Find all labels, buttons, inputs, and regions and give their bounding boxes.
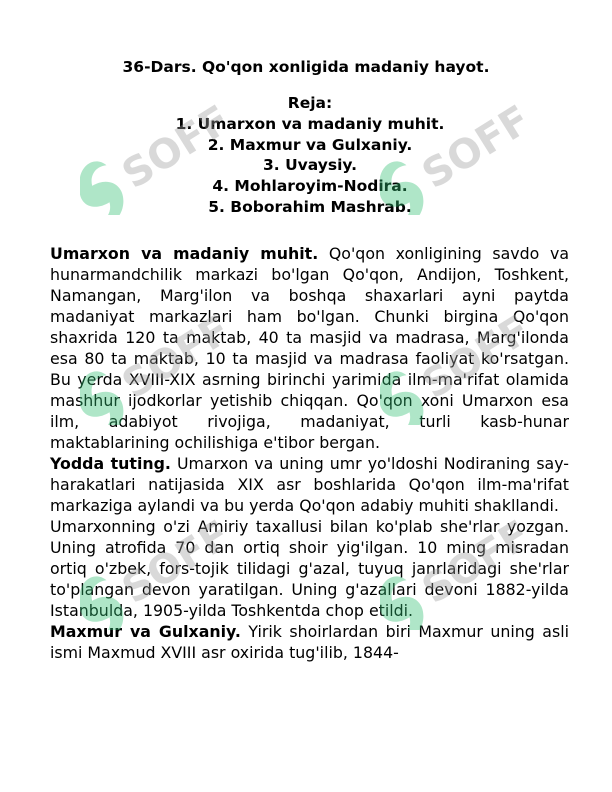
soff-logo-icon [380,490,550,630]
paragraph-text: Umarxonning o'zi Amiriy taxallusi bilan ko'plab she'rlar yozgan. Uning atrofida 70 dan ortiq shoir yig'ilgan. 10 ming misradan ortiq o'zbek, fors-tojik tilidagi g'azal, tuyuq janrlaridagi she'rlar to'plangan devon yaratilgan. Uning g'azallari devoni 1882-yilda Istanbulda, 1905-yilda Toshkentda chop etildi. [50,517,569,620]
watermark-logo [80,490,250,630]
paragraph-lead: Umarxon va madaniy muhit. [50,244,319,263]
watermark-logo [80,75,250,215]
svg-text:SOFF: SOFF [114,511,239,614]
svg-text:SOFF: SOFF [414,96,539,199]
paragraph-text: Qo'qon xonligining savdo va hunarmandchilik markazi bo'lgan Qo'qon, Andijon, Toshkent, Namangan, Marg'ilon va boshqa shaxarlari ayni paytda madaniyat markazlari ham bo'lgan. Chunki birgina Qo'qon shaxrida 120 ta maktab, 40 ta masjid va madrasa, Marg'ilonda esa 80 ta maktab, 10 ta masjid va madrasa faoliyat ko'rsatgan. Bu yerda XVIII-XIX asrning birinchi yarimida ilm-ma'rifat olamida mashhur ijodkorlar yetishib chiqqan. Qo'qon xoni Umarxon esa ilm, adabiyot rivojiga, madaniyat, turli kasb-hunar maktablarining ochilishiga e'tibor bergan. [50,244,569,452]
watermark-logo [380,75,550,215]
paragraph-text: Yirik shoirlardan biri Maxmur uning asli ismi Maxmud XVIII asr oxirida tug'ilib, 1844- [50,622,569,662]
plan-heading: Reja: [287,94,333,112]
watermark-logo [380,285,550,425]
plan-item: 2. Maxmur va Gulxaniy. [207,135,413,154]
svg-text:SOFF: SOFF [414,306,539,409]
plan-item: 1. Umarxon va madaniy muhit. [175,114,445,133]
soff-logo-icon [380,285,550,425]
watermark-logo [80,285,250,425]
plan-item: 5. Boborahim Mashrab. [208,197,412,216]
paragraph-lead: Maxmur va Gulxaniy. [50,622,241,641]
svg-text:SOFF: SOFF [114,96,239,199]
plan-item: 3. Uvaysiy. [263,156,357,175]
paragraph-text: Umarxon va uning umr yo'ldoshi Nodiraning say-harakatlari natijasida XIX asr boshlarida Qo'qon ilm-ma'rifat markaziga aylandi va bu yerda Qo'qon adabiy muhiti shakllandi. [50,454,570,515]
soff-logo-icon [80,285,250,425]
svg-text:SOFF: SOFF [114,306,239,409]
soff-logo-icon [80,490,250,630]
lesson-title: 36-Dars. Qo'qon xonligida madaniy hayot. [122,58,490,76]
soff-logo-icon [80,75,250,215]
watermark-logo [380,490,550,630]
paragraph-lead: Yodda tuting. [50,454,171,473]
svg-text:SOFF: SOFF [414,511,539,614]
soff-logo-icon [380,75,550,215]
plan-item: 4. Mohlaroyim-Nodira. [212,177,408,196]
